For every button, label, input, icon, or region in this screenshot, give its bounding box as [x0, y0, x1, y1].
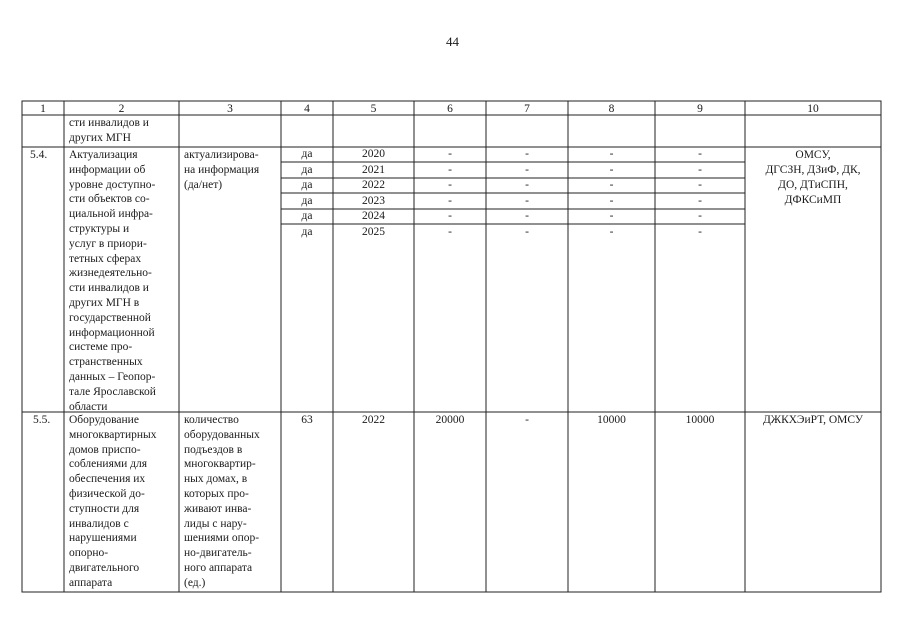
header-cell: 10 — [807, 103, 819, 115]
row-5-5-col4: 63 — [301, 414, 313, 426]
continuation-text: сти инвалидов и других МГН — [69, 117, 149, 144]
header-cell: 4 — [304, 103, 310, 115]
row-5-4-indicator: актуализирова- на информация (да/нет) — [184, 149, 260, 191]
header-cell: 9 — [697, 103, 703, 115]
header-cell: 3 — [227, 103, 233, 115]
row-5-5-col9: 10000 — [685, 414, 715, 426]
row-5-5-number: 5.5. — [33, 414, 51, 426]
row-5-5-col7: - — [525, 414, 529, 426]
header-cell: 7 — [524, 103, 530, 115]
page-number: 44 — [446, 34, 459, 49]
row-5-5-indicator: количество оборудованных подъездов в многоквартир- ных домах, в которых про- живают инва- лиды с нару- шениями опор- но-двигатель- ного аппарата (ед.) — [184, 414, 260, 589]
header-cell: 8 — [608, 103, 615, 115]
row-5-4-number: 5.4. — [30, 149, 48, 161]
row-5-5-executors: ДЖКХЭиРТ, ОМСУ — [762, 414, 864, 426]
header-cell: 6 — [447, 103, 453, 115]
row-5-5-col5: 2022 — [362, 414, 385, 426]
header-cell: 5 — [370, 103, 377, 115]
row-5-5-col6: 20000 — [435, 414, 465, 426]
row-5-4-executors: ОМСУ, ДГСЗН, ДЗиФ, ДК, ДО, ДТиСПН, ДФКСиМП — [765, 149, 861, 206]
row-5-4-description: Актуализация информации об уровне доступно- сти объектов со- циальной инфра- структуры и услуг в приори- тетных сферах жизнедеятельно- сти инвалидов и других МГН в государственной информационной системе про- странственных данных – Геопор- тале Ярославской области — [69, 149, 156, 413]
row-5-5-description: Оборудование многоквартирных домов приспо- соблениями для обеспечения их физической до- ступности для инвалидов с нарушениями опорно- двигательного аппарата — [69, 414, 157, 589]
header-cell: 1 — [40, 103, 46, 115]
header-cell: 2 — [118, 103, 125, 115]
row-5-5-col8: 10000 — [597, 414, 626, 426]
